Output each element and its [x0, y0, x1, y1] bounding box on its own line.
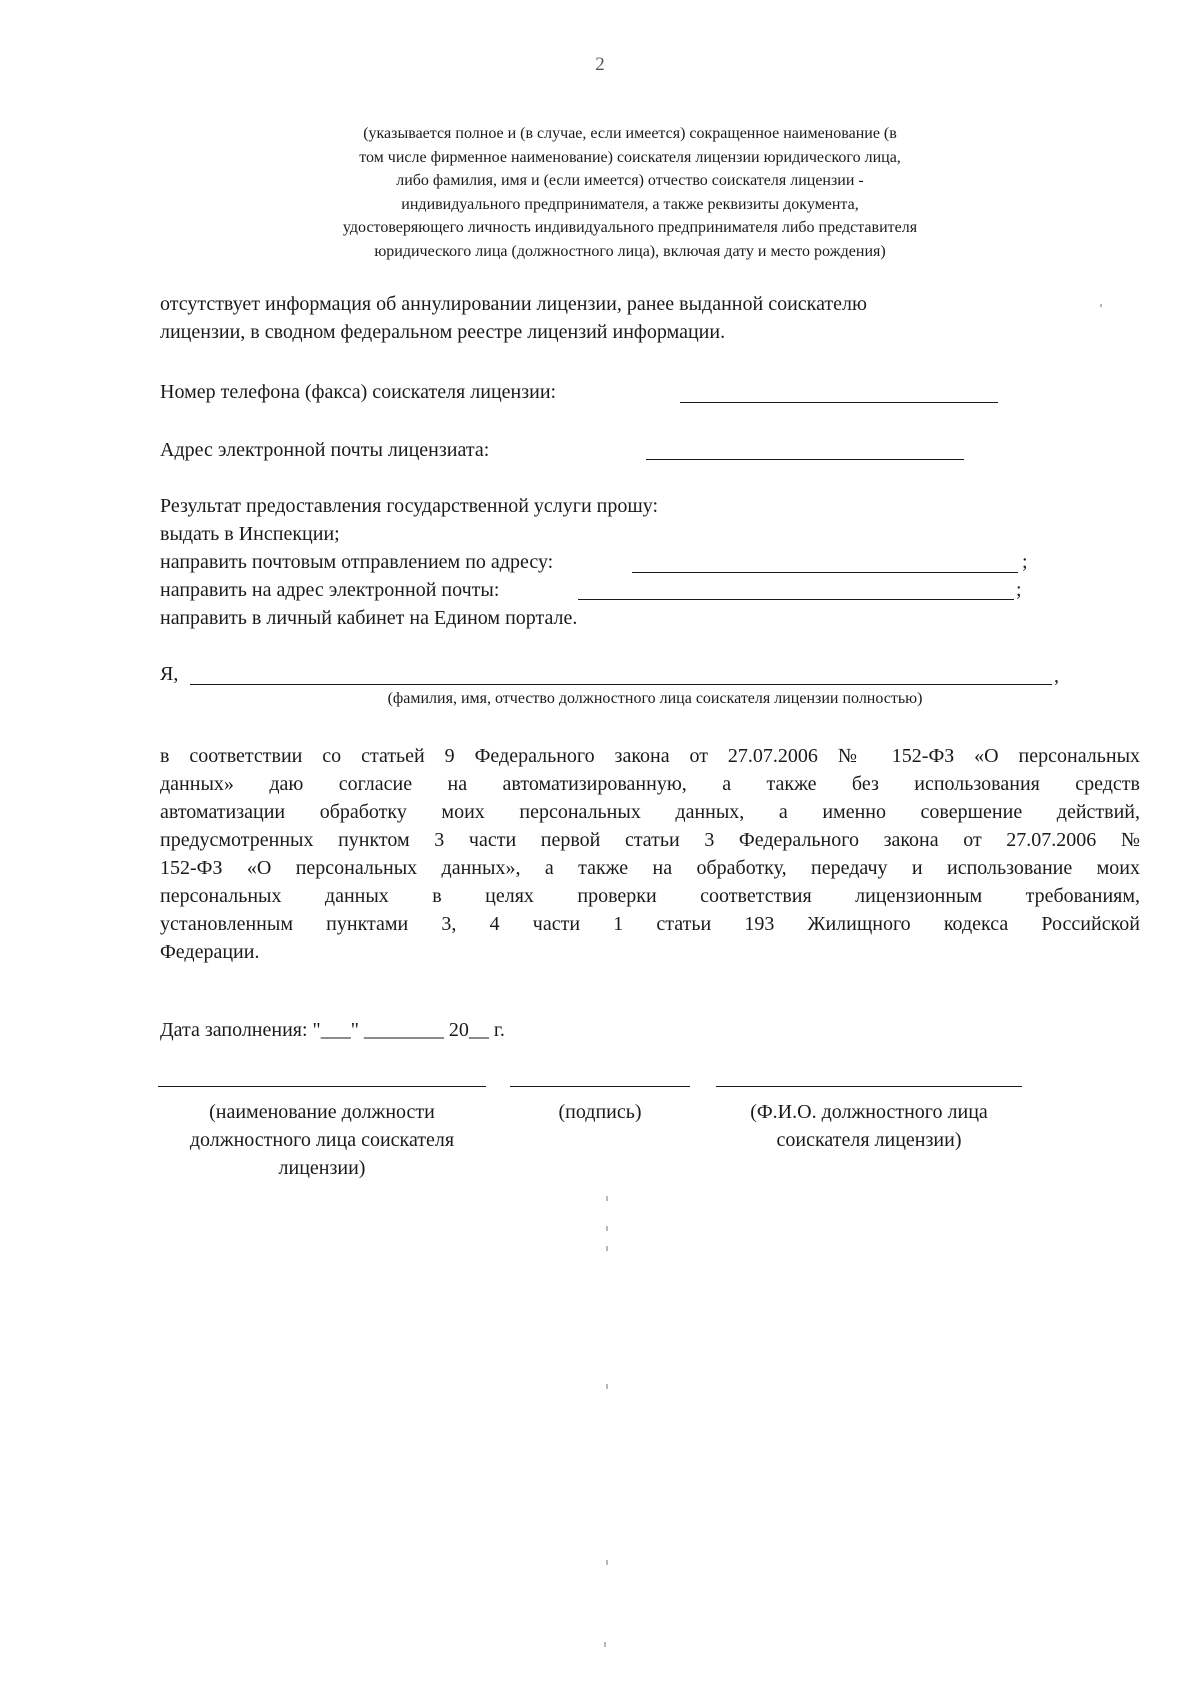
- fill-date[interactable]: Дата заполнения: "___" ________ 20__ г.: [160, 1019, 505, 1041]
- paragraph-line: предусмотренных пунктом 3 части первой статьи 3 Федерального закона от 27.07.2006 №: [160, 829, 1140, 851]
- option-issue-at-inspection: выдать в Инспекции;: [160, 523, 340, 545]
- scan-speck: [604, 1642, 606, 1647]
- paragraph-line: Федерации.: [160, 941, 260, 963]
- email-address-input-line[interactable]: [578, 599, 1014, 600]
- caption-line: должностного лица соискателя: [189, 1129, 455, 1151]
- option-personal-cabinet: направить в личный кабинет на Едином портале.: [160, 607, 578, 629]
- signature-caption: [510, 1098, 690, 1126]
- full-name-caption: (фамилия, имя, отчество должностного лица соискателя лицензии полностью): [387, 690, 923, 707]
- caption-line: том числе фирменное наименование) соискателя лицензии юридического лица,: [359, 148, 901, 166]
- phone-input-line[interactable]: [680, 402, 998, 403]
- postal-semicolon: ;: [1022, 551, 1028, 573]
- consent-paragraph: [160, 742, 1140, 966]
- caption-line: либо фамилия, имя и (если имеется) отчество соискателя лицензии -: [396, 172, 864, 189]
- caption-line: (Ф.И.О. должностного лица: [750, 1101, 988, 1123]
- caption-line: лицензии): [278, 1157, 366, 1179]
- paragraph-line: в соответствии со статьей 9 Федерального закона от 27.07.2006 № 152-ФЗ «О персональных: [160, 745, 1140, 767]
- caption-line: удостоверяющего личность индивидуального предпринимателя либо представителя: [342, 219, 918, 236]
- ya-label: Я,: [160, 663, 179, 685]
- caption-line: (указывается полное и (в случае, если имеется) сокращенное наименование (в: [363, 125, 897, 142]
- paragraph-line: персональных данных в целях проверки соответствия лицензионным требованиям,: [160, 885, 1140, 907]
- caption-line: соискателя лицензии): [776, 1129, 962, 1151]
- result-heading: Результат предоставления государственной услуги прошу:: [160, 495, 659, 517]
- ya-comma: ,: [1054, 665, 1059, 687]
- paragraph-line: данных» даю согласие на автоматизированную, а также без использования средств: [160, 773, 1140, 795]
- caption-line: юридического лица (должностного лица), включая дату и место рождения): [374, 242, 886, 260]
- option-email-label: направить на адрес электронной почты:: [160, 579, 500, 601]
- postal-address-input-line[interactable]: [632, 572, 1018, 573]
- scan-speck: [606, 1560, 608, 1565]
- caption-line: индивидуального предпринимателя, а также реквизиты документа,: [401, 195, 859, 213]
- name-caption: [706, 1098, 1032, 1154]
- position-caption: [150, 1098, 494, 1182]
- paragraph-line: автоматизации обработку моих персональных данных, а именно совершение действий,: [160, 801, 1140, 823]
- paragraph-line: отсутствует информация об аннулировании лицензии, ранее выданной соискателю: [160, 293, 867, 315]
- scan-speck: [606, 1384, 608, 1389]
- annulment-paragraph: [160, 290, 1140, 346]
- email-label: Адрес электронной почты лицензиата:: [160, 439, 490, 461]
- option-post-label: направить почтовым отправлением по адресу:: [160, 551, 554, 573]
- paragraph-line: лицензии, в сводном федеральном реестре лицензий информации.: [160, 321, 726, 343]
- full-name-input-line[interactable]: [190, 684, 1052, 685]
- caption-line: (подпись): [558, 1101, 642, 1123]
- applicant-details-caption: [270, 122, 990, 263]
- paragraph-line: 152-ФЗ «О персональных данных», а также на обработку, передачу и использование моих: [160, 857, 1140, 879]
- email-input-line[interactable]: [646, 459, 964, 460]
- position-signature-line[interactable]: [158, 1086, 486, 1087]
- phone-label: Номер телефона (факса) соискателя лицензии:: [160, 381, 557, 403]
- scan-speck: [606, 1226, 608, 1231]
- signature-line[interactable]: [510, 1086, 690, 1087]
- scan-speck: [1100, 304, 1102, 307]
- scan-speck: [606, 1246, 608, 1251]
- caption-line: (наименование должности: [209, 1101, 435, 1123]
- email-semicolon: ;: [1016, 579, 1022, 601]
- name-signature-line[interactable]: [716, 1086, 1022, 1087]
- scan-speck: [606, 1196, 608, 1201]
- paragraph-line: установленным пунктами 3, 4 части 1 статьи 193 Жилищного кодекса Российской: [160, 913, 1140, 935]
- page-number: 2: [595, 54, 605, 75]
- result-delivery-section: [160, 492, 1140, 632]
